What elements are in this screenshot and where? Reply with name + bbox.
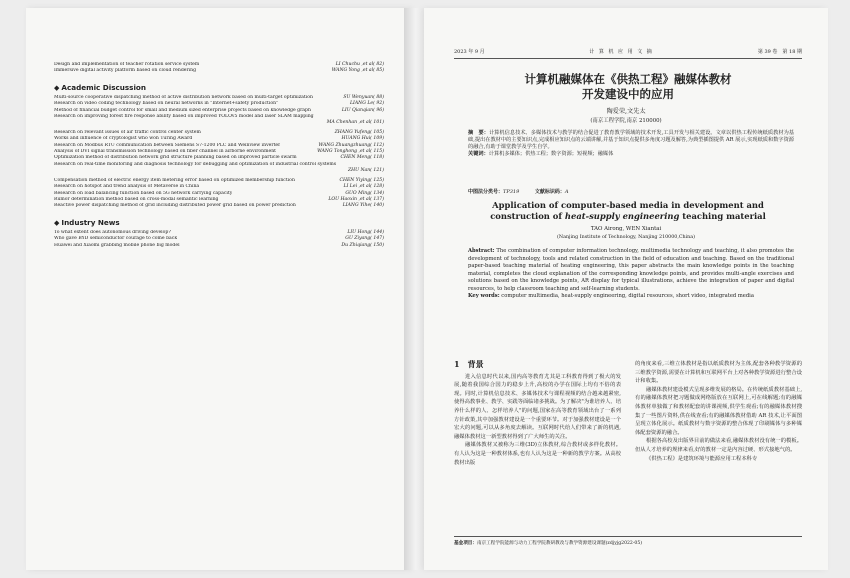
right-page xyxy=(424,8,828,570)
classification: 中图法分类号：TP319 文献标识码：A xyxy=(468,189,569,195)
toc-entry-author: GUO Ming( 134) xyxy=(345,190,384,196)
toc-entry-title: Research on relevant issues of air traffic control center system xyxy=(54,129,201,135)
toc-entry-author: LIU Hong( 144) xyxy=(347,229,384,235)
toc-entry-title: Analysis of DVI signal transmission technology based on fiber channel in airborne environment xyxy=(54,149,277,155)
funding-note: 基金项目：南京工程学院能源与动力工程学院教研教改与教学资源建设课题(zdjyjg2022-05) xyxy=(454,536,802,546)
volume-issue: 第 39 卷 第 18 期 xyxy=(757,49,802,55)
toc-entry-title: Research on hotspot and trend analysis of Metaverse in China xyxy=(54,184,200,190)
toc-entry-author: WANG Zhuangzhuang( 112) xyxy=(318,142,384,148)
keywords-cn: 计算机多媒体；供热工程；数字资源；短视频；融媒体 xyxy=(488,151,614,158)
toc-entry-author: HUANG Hui( 109) xyxy=(341,136,384,142)
toc-entry-author: ZHANG Yufeng( 105) xyxy=(334,129,384,135)
toc-entry-author: Du Zhiqiang( 150) xyxy=(341,242,384,248)
toc-entry-title: To what extent does autonomous driving develop? xyxy=(54,229,171,235)
toc-entry-title: Works and influence of cryptologist who won Turing Award xyxy=(54,136,193,142)
article-title-cn: 计算机融媒体在《供热工程》融媒体教材 开发建设中的应用 xyxy=(524,72,732,101)
toc-entry-title: Huawei and Xiaomi grabbing mobile phone big model xyxy=(54,242,180,248)
diamond-icon: ◆ xyxy=(54,83,60,92)
toc-entry-title: Research on load balancing function based on 5G network carrying capacity xyxy=(54,190,233,196)
issue-date: 2023 年 9 月 xyxy=(454,49,485,55)
toc-entry-author: MA Chenhan ,et al( 101) xyxy=(326,120,384,126)
left-page xyxy=(26,8,410,570)
paragraph: 根据各高校及出版界目前的做法来看,融媒体教材没有统一的模板。但从人才培养的规律来看,好的教材一定是内容过硬、形式接地气的。 xyxy=(635,438,802,453)
toc-entry-author: WANG Tonghong ,et al( 115) xyxy=(317,149,384,155)
toc-entry-title: Multi-source cooperative dispatching method of active distribution network based on multi-target optimization xyxy=(54,94,313,100)
toc-entry-title: Method of financial budget control for small and medium sized enterprise projects based on knowledge graph xyxy=(54,107,311,113)
institution-cn: (南京工程学院,南京 210000) xyxy=(590,118,662,124)
toc-entry-author: SU Wenyuan( 88) xyxy=(343,94,384,100)
toc-entry-author: LI Lei ,et al( 128) xyxy=(343,184,384,190)
toc-entry-author: LIU Qianqian( 96) xyxy=(341,107,384,113)
abstract-en: Abstract: The combination of computer information technology, multimedia technology and teaching, it also promotes the development of technology, tools and related construction in the field of education and teaching. Based on the traditional paper-based teaching material of heating engineering, this paper abstracts the main knowledge points in the teaching material, completes the cloud explanation of the corresponding knowledge points, and provides multi-angle exercises and solutions based on the knowledge points, AR display for typical illustrations, achieve the integration of paper and digital resources, to help classroom teaching and self-learning students. Key words: computer multimedia, heat-supply engineering, digital resources, short video, integrated media xyxy=(468,248,794,299)
toc-entry xyxy=(54,68,384,74)
toc-entry-title: Rumor determination method based on cross-modal semantic learning xyxy=(54,196,219,202)
paragraph: 进入信息时代以来,国内高等教育尤其是工科教育得到了极大的发展,随着我国综合国力的稳步上升,高校的办学在国际上均有不俗的表现。同时,计算机信息技术、多媒体技术与课程视频的结合越来越紧密,使得高教事业、教学、实践等面临诸多挑战。为了解决"为谁培养人、培养什么样的人、怎样培养人"的问题,国家在高等教育领域出台了一系列方针政策,其中加强教材建设是一个重要环节。对于加强教材建设是一个宏大的问题,可以从多角度去解读。互联网时代给人们带来了新的机遇,融媒体教材这一新型教材得到了广大师生的关注。 xyxy=(454,373,621,440)
section-heading: ◆ Industry News xyxy=(54,217,120,227)
toc-entry-author: CHEN Yiying( 125) xyxy=(339,177,384,183)
toc-entry-author: LI Chuchu ,et al( 82) xyxy=(335,62,384,67)
body-column-2 xyxy=(635,360,802,467)
toc-entry xyxy=(54,203,384,209)
keywords-en: computer multimedia, heat-supply engineering, digital resources, short video, integrated media xyxy=(501,293,754,299)
toc-entry-title: Who gave BYD semiconductor courage to come back xyxy=(54,236,178,242)
table-of-contents xyxy=(54,62,384,249)
toc-entry-title: Research on improving forest fire response ability based on improved YOLOv5 model and laser SLAM mapping xyxy=(54,114,314,120)
toc-entry-title: Immersive digital activity platform based on cloud rendering xyxy=(54,68,197,74)
toc-entry-author: CHEN Meng( 118) xyxy=(340,155,384,161)
abstract-cn: 摘 要：计算机信息技术、多媒体技术与教学的结合促进了教育教学领域的技术开发,工具开发与相关建设。文章以供热工程传统纸质教材为基础,提出在教材中的主要知识点,完成相应知识点的云端讲解,并基于知识点提供多角度习题及解答,为典型插图提供 AR 展示,实现纸质和数字资源的融合,有助于课堂教学及学生自学。 关键词：计算机多媒体；供热工程；数字资源；短视频；融媒体 xyxy=(468,130,794,158)
toc-entry-author: GU Ziyang( 147) xyxy=(345,236,384,242)
toc-entry-title: Research on real-time monitoring and diagnosis technology for debugging and optimization of industrial control systems xyxy=(54,161,337,167)
toc-entry-author: ZHU Nan( 121) xyxy=(347,168,384,174)
paragraph: 的角度来看,三维立体教材是指以纸质教材为主体,配套各种教学资源的三维教学资源,需要在计算机和互联网平台上对各种教学资源进行整合设计和收集。 xyxy=(635,361,802,385)
toc-entry-author: LIANG Le( 92) xyxy=(350,101,384,107)
toc-entry-title: Research on video coding technology based on neural networks in "Internet+safety production" xyxy=(54,101,279,107)
toc-entry-author: LOU Haoxin ,et al( 137) xyxy=(328,196,384,202)
paragraph: 《供热工程》是建筑环境与能源应用工程本科专 xyxy=(646,455,758,462)
toc-entry-title: Optimization method of distribution network grid structure planning based on improved particle swarm xyxy=(54,155,297,161)
institution-en: (Nanjing Institute of Technology, Nanjing 210000,China) xyxy=(557,235,695,240)
authors-en: TAO Airong, WEN Xiantai xyxy=(590,226,662,232)
section-heading: ◆ Academic Discussion xyxy=(54,82,146,92)
toc-entry xyxy=(54,243,384,249)
paragraph: 融媒体教材建设模式呈现多维发展的格局。在传统纸质教材基础上,有的融媒体教材把习题做成网络版放在互联网上,可在线解题;有的融媒体教材单独做了和教材配套的讲课视频,供学生观看;有的融媒体教材搜集了一些图片资料,供在线查看;有的融媒体教材借助 AR 技术,让平面图呈现立体化展示。纸质教材与数字资源的整合体现了印刷媒体与多种媒体配套资源的融合。 xyxy=(635,386,802,436)
section-title: 1 背景 xyxy=(454,359,484,369)
toc-entry-title: Design and implementation of teacher rotation service system xyxy=(54,62,200,67)
authors-cn: 陶爱荣,文先太 xyxy=(606,108,646,115)
paragraph: 融媒体教材又被称为三维(3D)立体教材,综合教材或多样化教材。有人认为这是一种教材体系,也有人认为这是一种新的教学方案。从高校教材出版 xyxy=(454,442,621,466)
diamond-icon: ◆ xyxy=(54,218,60,227)
toc-entry-author: WANG Yong ,et al( 85) xyxy=(331,68,384,74)
article-title-en: Application of computer-based media in development and construction of heat-supply engineering teaching material xyxy=(490,200,766,221)
toc-entry-title: Compensation method of electric energy item metering error based on optimized membership function xyxy=(54,177,295,183)
running-header xyxy=(454,48,802,59)
toc-entry xyxy=(54,162,384,168)
journal-name: 计 算 机 应 用 文 摘 xyxy=(589,49,654,55)
toc-entry-title: Research on Modbus RTU communication between Siemens S7-1200 PLC and Weinview inverter xyxy=(54,142,281,148)
toc-entry-title: Reactive power dispatching method of grid including distributed power grid based on power prediction xyxy=(54,203,296,209)
body-text xyxy=(454,360,802,467)
body-column-1 xyxy=(454,360,621,467)
toc-entry-author: LIANG Yihe( 140) xyxy=(342,203,384,209)
